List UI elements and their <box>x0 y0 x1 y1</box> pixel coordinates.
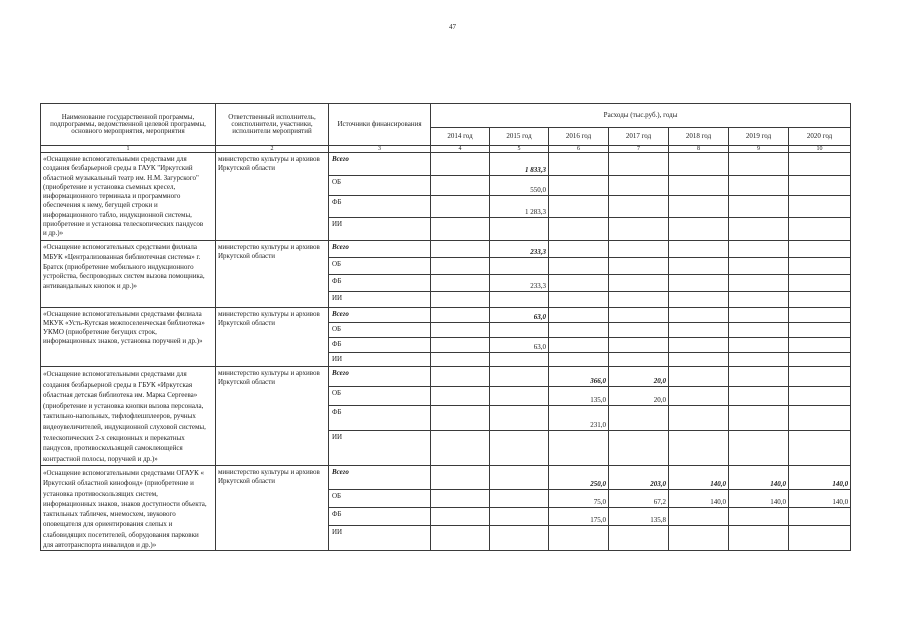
value-cell-2017 <box>609 526 669 551</box>
value-cell-2019 <box>729 308 789 323</box>
column-number: 7 <box>609 146 669 153</box>
header-executor: Ответственный исполнитель, соисполнители, участники, исполнители мероприятий <box>216 104 329 146</box>
value-cell-2017 <box>609 218 669 241</box>
table-row <box>41 367 851 387</box>
value-cell-2014 <box>431 466 490 490</box>
value-cell-2015: 550,0 <box>490 176 549 196</box>
value-cell-2018 <box>669 367 729 387</box>
value-cell-2016 <box>549 153 609 176</box>
funding-source-label: Всего <box>329 241 431 258</box>
value-cell-2017 <box>609 431 669 466</box>
funding-source-label: ОБ <box>329 258 431 275</box>
column-number: 1 <box>41 146 216 153</box>
value-cell-2015: 233,3 <box>490 241 549 258</box>
value-cell-2015: 233,3 <box>490 275 549 292</box>
funding-source-label: Всего <box>329 308 431 323</box>
value-cell-2014 <box>431 308 490 323</box>
executor-cell: министерство культуры и архивов Иркутской области <box>216 241 329 308</box>
value-cell-2014 <box>431 241 490 258</box>
executor-cell: министерство культуры и архивов Иркутской области <box>216 308 329 367</box>
value-cell-2019 <box>729 367 789 387</box>
value-cell-2019 <box>729 353 789 367</box>
funding-source-label: ОБ <box>329 323 431 338</box>
value-cell-2020: 140,0 <box>789 466 851 490</box>
value-cell-2016 <box>549 275 609 292</box>
value-cell-2019 <box>729 508 789 526</box>
year-header-2015: 2015 год <box>490 128 549 146</box>
value-cell-2020 <box>789 353 851 367</box>
value-cell-2016: 175,0 <box>549 508 609 526</box>
funding-source-label: ФБ <box>329 338 431 353</box>
value-cell-2014 <box>431 258 490 275</box>
funding-source-label: ФБ <box>329 196 431 218</box>
value-cell-2018 <box>669 526 729 551</box>
value-cell-2015: 63,0 <box>490 308 549 323</box>
value-cell-2014 <box>431 275 490 292</box>
value-cell-2017 <box>609 153 669 176</box>
value-cell-2019 <box>729 241 789 258</box>
value-cell-2018 <box>669 431 729 466</box>
value-cell-2015 <box>490 387 549 406</box>
executor-cell: министерство культуры и архивов Иркутской области <box>216 153 329 241</box>
year-header-2017: 2017 год <box>609 128 669 146</box>
value-cell-2016 <box>549 218 609 241</box>
page-number: 47 <box>449 23 456 31</box>
value-cell-2015: 1 833,3 <box>490 153 549 176</box>
value-cell-2016 <box>549 353 609 367</box>
value-cell-2017 <box>609 292 669 308</box>
value-cell-2015 <box>490 466 549 490</box>
column-number: 10 <box>789 146 851 153</box>
value-cell-2015 <box>490 258 549 275</box>
program-name-cell: «Оснащение вспомогательными средствами для создания безбарьерной среды в ГАУК "Иркутский областной музыкальный театр им. Н.М. Загурского" (приобретение и установка съемных кресел, информационного терминала и программного обеспечения к нему, бегущей строки и информационного табло, индукционной системы, приобретение и установка телескопических пандусов и др.)» <box>41 153 216 241</box>
column-number: 9 <box>729 146 789 153</box>
value-cell-2019 <box>729 258 789 275</box>
program-name-cell: «Оснащение вспомогательными средствами для создания безбарьерной среды в ГБУК «Иркутская областная детская библиотека им. Марка Сергеева» (приобретение и установка кнопки вызова персонала, тактильно-напольных, тифлофлешплееров, ручных видеоувеличителей, индукционной слуховой системы, телескопических 2-х секционных и перекатных пандусов, противоскользящей самоклеющейся контрастной полосы, поручней и др.)» <box>41 367 216 466</box>
value-cell-2014 <box>431 218 490 241</box>
value-cell-2019 <box>729 526 789 551</box>
value-cell-2020 <box>789 431 851 466</box>
value-cell-2018 <box>669 308 729 323</box>
value-cell-2014 <box>431 406 490 431</box>
value-cell-2018 <box>669 353 729 367</box>
value-cell-2015 <box>490 367 549 387</box>
table-header <box>41 104 851 153</box>
value-cell-2017 <box>609 176 669 196</box>
value-cell-2020 <box>789 153 851 176</box>
value-cell-2018 <box>669 275 729 292</box>
value-cell-2014 <box>431 353 490 367</box>
value-cell-2016 <box>549 176 609 196</box>
value-cell-2019 <box>729 218 789 241</box>
value-cell-2015 <box>490 526 549 551</box>
value-cell-2018: 140,0 <box>669 490 729 508</box>
value-cell-2017 <box>609 241 669 258</box>
program-name-cell: «Оснащение вспомогательными средствами ОГАУК « Иркутский областной кинофонд» (приобретение и установка противоскользящих систем, информационных знаков, знаков доступности объекта, тактильных табличек, мнемосхем, звукового оповещателя для ориентирования слепых и слабовидящих посетителей, оборудования парковки для автотранспорта инвалидов и др.)» <box>41 466 216 551</box>
value-cell-2014 <box>431 323 490 338</box>
column-number: 6 <box>549 146 609 153</box>
value-cell-2020 <box>789 526 851 551</box>
value-cell-2017: 20,0 <box>609 367 669 387</box>
table-body <box>41 153 851 551</box>
value-cell-2016 <box>549 292 609 308</box>
value-cell-2016: 75,0 <box>549 490 609 508</box>
value-cell-2020 <box>789 176 851 196</box>
header-row <box>41 104 851 128</box>
funding-source-label: ОБ <box>329 176 431 196</box>
funding-source-label: ФБ <box>329 406 431 431</box>
year-header-2016: 2016 год <box>549 128 609 146</box>
column-numbers-row <box>41 146 851 153</box>
value-cell-2015 <box>490 218 549 241</box>
expenses-table <box>40 103 851 551</box>
funding-source-label: ОБ <box>329 387 431 406</box>
value-cell-2020 <box>789 275 851 292</box>
value-cell-2016 <box>549 431 609 466</box>
value-cell-2016 <box>549 196 609 218</box>
value-cell-2016: 231,0 <box>549 406 609 431</box>
value-cell-2020 <box>789 241 851 258</box>
value-cell-2014 <box>431 153 490 176</box>
value-cell-2019 <box>729 406 789 431</box>
value-cell-2014 <box>431 508 490 526</box>
header-funding-source: Источники финансирования <box>329 104 431 146</box>
value-cell-2019: 140,0 <box>729 490 789 508</box>
value-cell-2017 <box>609 258 669 275</box>
value-cell-2017 <box>609 353 669 367</box>
value-cell-2018: 140,0 <box>669 466 729 490</box>
value-cell-2014 <box>431 367 490 387</box>
value-cell-2019 <box>729 176 789 196</box>
value-cell-2018 <box>669 176 729 196</box>
value-cell-2018 <box>669 241 729 258</box>
value-cell-2019 <box>729 387 789 406</box>
funding-source-label: ОБ <box>329 490 431 508</box>
value-cell-2014 <box>431 490 490 508</box>
value-cell-2015 <box>490 508 549 526</box>
value-cell-2014 <box>431 526 490 551</box>
value-cell-2019: 140,0 <box>729 466 789 490</box>
value-cell-2015 <box>490 323 549 338</box>
value-cell-2016: 250,0 <box>549 466 609 490</box>
value-cell-2016 <box>549 323 609 338</box>
value-cell-2020 <box>789 387 851 406</box>
value-cell-2014 <box>431 176 490 196</box>
value-cell-2018 <box>669 218 729 241</box>
funding-source-label: Всего <box>329 367 431 387</box>
table-row <box>41 466 851 490</box>
value-cell-2017: 20,0 <box>609 387 669 406</box>
value-cell-2019 <box>729 275 789 292</box>
funding-source-label: ИИ <box>329 431 431 466</box>
column-number: 2 <box>216 146 329 153</box>
funding-source-label: ИИ <box>329 292 431 308</box>
value-cell-2020 <box>789 308 851 323</box>
value-cell-2017: 67,2 <box>609 490 669 508</box>
value-cell-2017 <box>609 323 669 338</box>
value-cell-2014 <box>431 387 490 406</box>
value-cell-2019 <box>729 153 789 176</box>
value-cell-2020 <box>789 406 851 431</box>
column-number: 3 <box>329 146 431 153</box>
column-number: 4 <box>431 146 490 153</box>
program-name-cell: «Оснащение вспомогательных средствами филиала МБУК «Централизованная библиотечная система» г. Братск (приобретение мобильного индукционного устройства, беспроводных систем вызова помощника, антивандальных кнопок и др.)» <box>41 241 216 308</box>
funding-source-label: ИИ <box>329 353 431 367</box>
value-cell-2017 <box>609 338 669 353</box>
value-cell-2015 <box>490 490 549 508</box>
value-cell-2016 <box>549 526 609 551</box>
value-cell-2019 <box>729 431 789 466</box>
column-number: 8 <box>669 146 729 153</box>
value-cell-2020 <box>789 323 851 338</box>
value-cell-2016 <box>549 241 609 258</box>
value-cell-2018 <box>669 406 729 431</box>
value-cell-2016 <box>549 338 609 353</box>
value-cell-2016: 366,0 <box>549 367 609 387</box>
value-cell-2017 <box>609 308 669 323</box>
value-cell-2018 <box>669 292 729 308</box>
value-cell-2015 <box>490 431 549 466</box>
table-row <box>41 308 851 323</box>
value-cell-2018 <box>669 153 729 176</box>
value-cell-2019 <box>729 196 789 218</box>
value-cell-2015: 63,0 <box>490 338 549 353</box>
value-cell-2017: 135,8 <box>609 508 669 526</box>
value-cell-2018 <box>669 508 729 526</box>
program-name-cell: «Оснащение вспомогательными средствами филиала МКУК «Усть-Кутская межпоселенческая библиотека» УКМО (приобретение бегущих строк, информационных знаков, установка поручней и др.)» <box>41 308 216 367</box>
value-cell-2016 <box>549 258 609 275</box>
value-cell-2020 <box>789 508 851 526</box>
value-cell-2014 <box>431 196 490 218</box>
value-cell-2015 <box>490 353 549 367</box>
header-program-name: Наименование государственной программы, подпрограммы, ведомственной целевой программы, основного мероприятия, мероприятия <box>41 104 216 146</box>
value-cell-2018 <box>669 196 729 218</box>
value-cell-2019 <box>729 338 789 353</box>
year-header-2020: 2020 год <box>789 128 851 146</box>
table-row <box>41 153 851 176</box>
value-cell-2017 <box>609 406 669 431</box>
funding-source-label: Всего <box>329 153 431 176</box>
funding-source-label: ФБ <box>329 508 431 526</box>
value-cell-2018 <box>669 258 729 275</box>
value-cell-2020 <box>789 196 851 218</box>
value-cell-2016: 135,0 <box>549 387 609 406</box>
value-cell-2018 <box>669 387 729 406</box>
column-number: 5 <box>490 146 549 153</box>
funding-source-label: ИИ <box>329 526 431 551</box>
value-cell-2018 <box>669 338 729 353</box>
value-cell-2019 <box>729 323 789 338</box>
funding-source-label: Всего <box>329 466 431 490</box>
value-cell-2015: 1 283,3 <box>490 196 549 218</box>
value-cell-2016 <box>549 308 609 323</box>
value-cell-2020 <box>789 258 851 275</box>
value-cell-2014 <box>431 431 490 466</box>
funding-source-label: ФБ <box>329 275 431 292</box>
year-header-2019: 2019 год <box>729 128 789 146</box>
year-header-2018: 2018 год <box>669 128 729 146</box>
table-row <box>41 241 851 258</box>
year-header-2014: 2014 год <box>431 128 490 146</box>
value-cell-2015 <box>490 406 549 431</box>
value-cell-2017: 203,0 <box>609 466 669 490</box>
value-cell-2019 <box>729 292 789 308</box>
funding-source-label: ИИ <box>329 218 431 241</box>
header-expenses: Расходы (тыс.руб.), годы <box>431 104 851 128</box>
value-cell-2017 <box>609 275 669 292</box>
value-cell-2014 <box>431 338 490 353</box>
executor-cell: министерство культуры и архивов Иркутской области <box>216 466 329 551</box>
value-cell-2020 <box>789 292 851 308</box>
value-cell-2020 <box>789 338 851 353</box>
value-cell-2017 <box>609 196 669 218</box>
executor-cell: министерство культуры и архивов Иркутской области <box>216 367 329 466</box>
value-cell-2020 <box>789 367 851 387</box>
value-cell-2020 <box>789 218 851 241</box>
value-cell-2015 <box>490 292 549 308</box>
value-cell-2018 <box>669 323 729 338</box>
value-cell-2014 <box>431 292 490 308</box>
value-cell-2020: 140,0 <box>789 490 851 508</box>
